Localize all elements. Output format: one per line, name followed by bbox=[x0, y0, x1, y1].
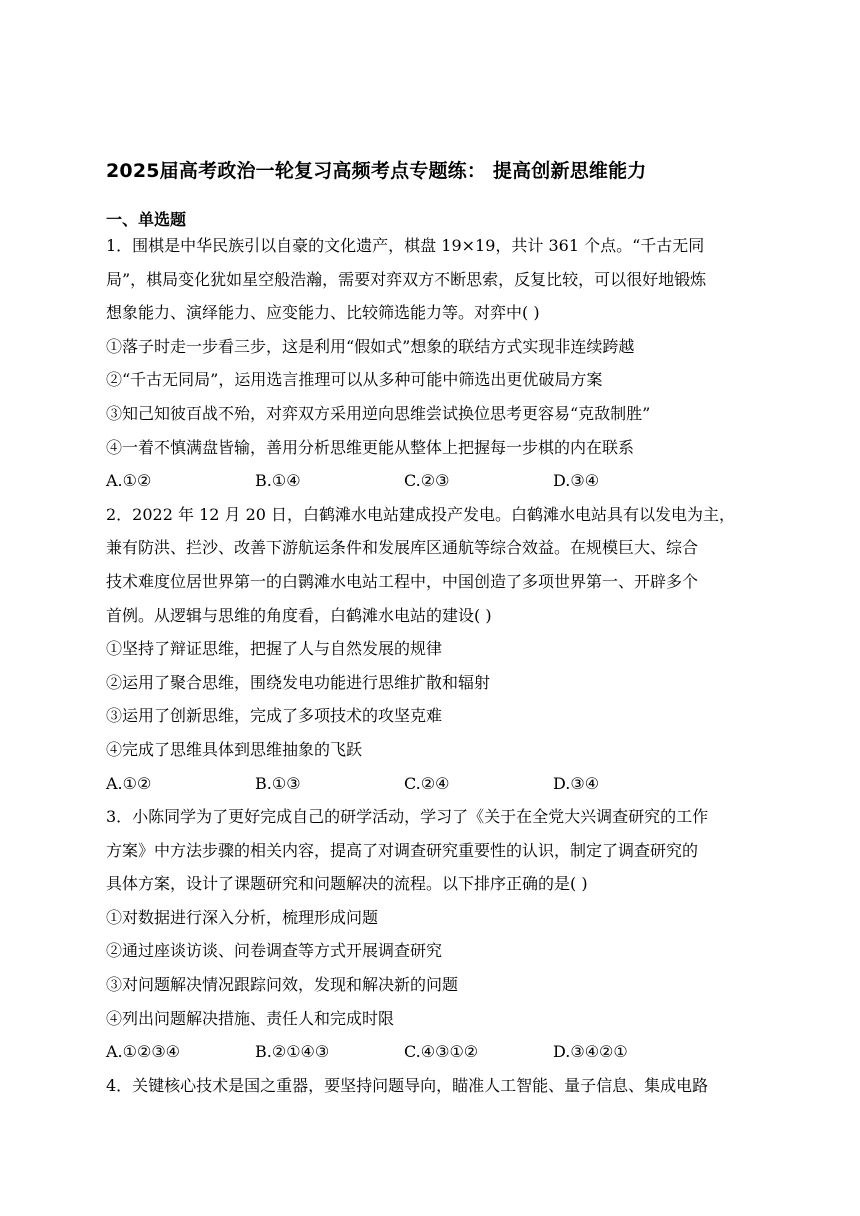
question-3-statement: ④列出问题解决措施、责任人和完成时限 bbox=[106, 1008, 395, 1028]
question-2-statement: ②运用了聚合思维，围绕发电功能进行思维扩散和辐射 bbox=[106, 672, 491, 692]
question-1-stem-line: 1．围棋是中华民族引以自豪的文化遗产，棋盘 19×19，共计 361 个点。“千古无同 bbox=[106, 236, 705, 255]
question-2-statement: ③运用了创新思维，完成了多项技术的攻坚克难 bbox=[106, 706, 443, 726]
question-3 bbox=[106, 800, 758, 1069]
question-list bbox=[106, 229, 758, 1102]
question-2 bbox=[106, 498, 758, 800]
question-3-stem-line: 方案》中方法步骤的相关内容，提高了对调查研究重要性的认识，制定了调查研究的 bbox=[106, 840, 699, 860]
question-3-statement: ②通过座谈访谈、问卷调查等方式开展调查研究 bbox=[106, 941, 443, 961]
option-b: B.②①④③ bbox=[255, 1042, 330, 1062]
question-2-stem-line: 兼有防洪、拦沙、改善下游航运条件和发展库区通航等综合效益。在规模巨大、综合 bbox=[106, 538, 699, 558]
option-d: D.③④ bbox=[553, 471, 600, 491]
option-c: C.④③①② bbox=[404, 1042, 479, 1062]
section-heading: 一、单选题 bbox=[106, 210, 187, 229]
question-2-stem-line: 2．2022 年 12 月 20 日，白鹤滩水电站建成投产发电。白鹤滩水电站具有以发电为主， bbox=[106, 504, 736, 524]
option-b: B.①④ bbox=[255, 471, 301, 491]
question-2-statement: ④完成了思维具体到思维抽象的飞跃 bbox=[106, 739, 363, 759]
question-3-statement: ③对问题解决情况跟踪问效，发现和解决新的问题 bbox=[106, 975, 459, 995]
option-a: A.①② bbox=[106, 471, 152, 491]
option-a: A.①②③④ bbox=[106, 1042, 181, 1062]
option-c: C.②④ bbox=[404, 773, 450, 793]
option-d: D.③④②① bbox=[553, 1042, 628, 1062]
option-d: D.③④ bbox=[553, 773, 600, 793]
question-4 bbox=[106, 1069, 758, 1103]
question-3-stem-line: 具体方案，设计了课题研究和问题解决的流程。以下排序正确的是( ) bbox=[106, 874, 588, 894]
option-b: B.①③ bbox=[255, 773, 301, 793]
question-1-stem-line: 想象能力、演绎能力、应变能力、比较筛选能力等。对弈中( ) bbox=[106, 303, 540, 323]
question-1 bbox=[106, 229, 758, 498]
document-title: 2025届高考政治一轮复习高频考点专题练： 提高创新思维能力 bbox=[106, 160, 647, 182]
question-3-stem-line: 3．小陈同学为了更好完成自己的研学活动，学习了《关于在全党大兴调查研究的工作 bbox=[106, 807, 709, 827]
question-2-statement: ①坚持了辩证思维，把握了人与自然发展的规律 bbox=[106, 639, 443, 659]
question-2-options bbox=[106, 767, 758, 801]
question-4-stem-line: 4．关键核心技术是国之重器，要坚持问题导向，瞄准人工智能、量子信息、集成电路 bbox=[106, 1075, 709, 1095]
question-2-stem-line: 技术难度位居世界第一的白鹮滩水电站工程中，中国创造了多项世界第一、开辟多个 bbox=[106, 571, 699, 591]
option-a: A.①② bbox=[106, 773, 152, 793]
question-3-statement: ①对数据进行深入分析，梳理形成问题 bbox=[106, 907, 379, 927]
question-1-statement: ④一着不慎满盘皆输，善用分析思维更能从整体上把握每一步棋的内在联系 bbox=[106, 437, 635, 457]
question-1-statement: ②“千古无同局”，运用选言推理可以从多种可能中筛选出更优破局方案 bbox=[106, 370, 603, 390]
option-c: C.②③ bbox=[404, 471, 450, 491]
question-1-options bbox=[106, 464, 758, 498]
question-1-stem-line: 局”，棋局变化犹如星空般浩瀚，需要对弈双方不断思索，反复比较，可以很好地锻炼 bbox=[106, 269, 707, 289]
question-1-statement: ③知己知彼百战不殆，对弈双方采用逆向思维尝试换位思考更容易“克敌制胜” bbox=[106, 403, 651, 423]
question-1-statement: ①落子时走一步看三步，这是利用“假如式”想象的联结方式实现非连续跨越 bbox=[106, 336, 635, 356]
question-2-stem-line: 首例。从逻辑与思维的角度看，白鹤滩水电站的建设( ) bbox=[106, 605, 492, 625]
question-3-options bbox=[106, 1035, 758, 1069]
